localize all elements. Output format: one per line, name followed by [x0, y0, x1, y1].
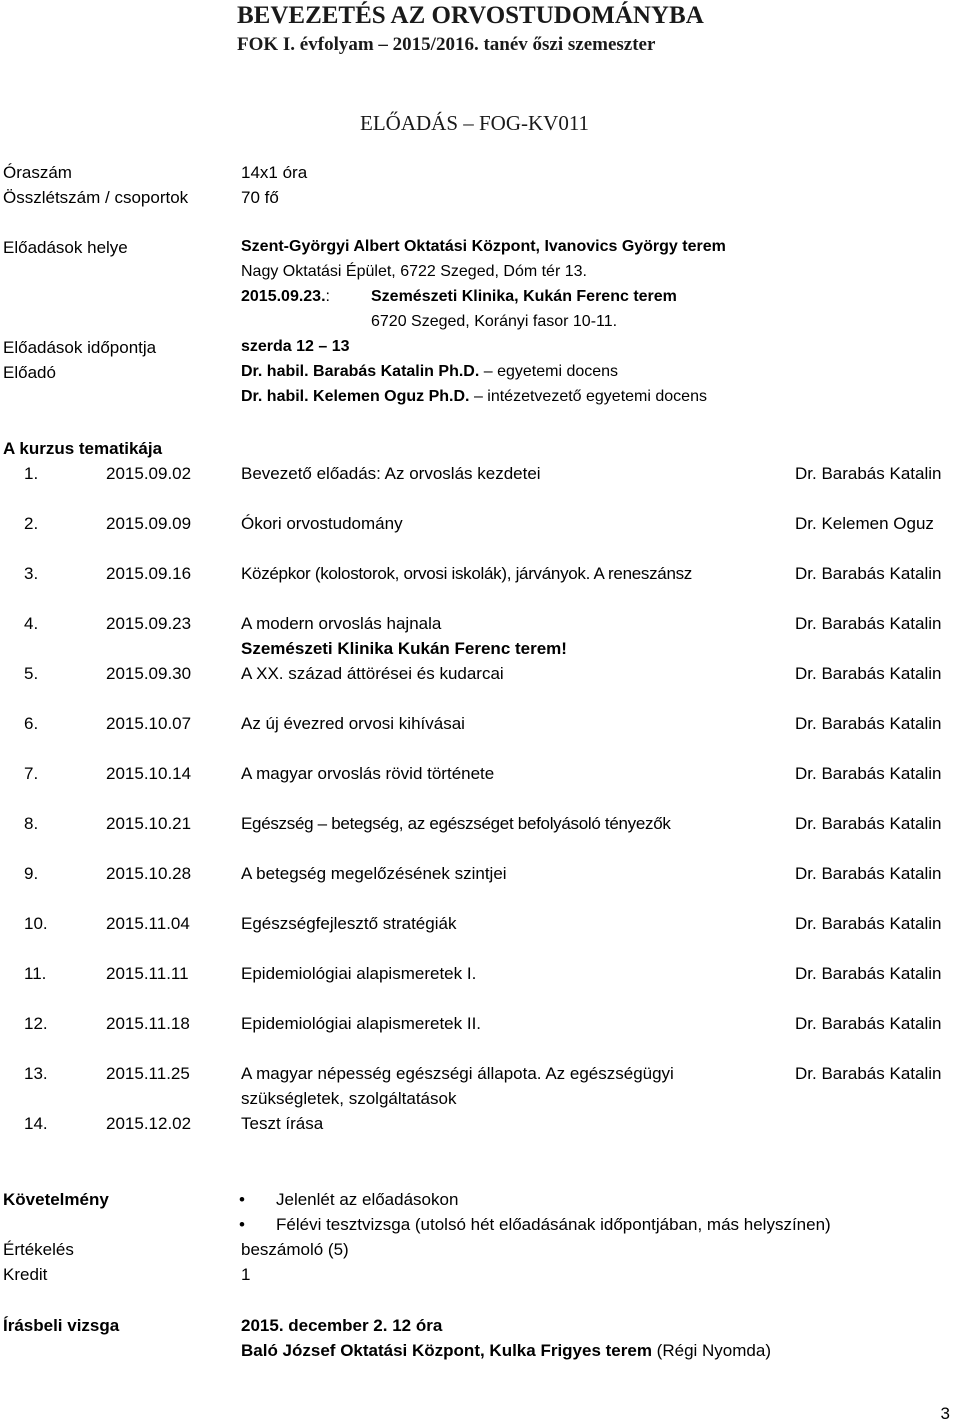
- page-number: 3: [940, 1404, 950, 1423]
- location-alt-colon: :: [325, 288, 330, 305]
- topic-lecturer: Dr. Barabás Katalin: [795, 814, 942, 833]
- topic-date: 2015.09.09: [106, 514, 192, 533]
- exam-place: [241, 1341, 771, 1361]
- topic-date: 2015.11.18: [106, 1014, 190, 1033]
- lecture-code: ELŐADÁS – FOG-KV011: [360, 111, 590, 135]
- topic-date: 2015.09.30: [106, 664, 192, 683]
- requirement-item: Félévi tesztvizsga (utolsó hét előadásának időpontjában, más helyszínen): [276, 1215, 831, 1234]
- lecturer-1-name: Dr. habil. Barabás Katalin Ph.D.: [241, 363, 480, 380]
- grading-value: beszámoló (5): [241, 1240, 349, 1259]
- grading-label: Értékelés: [3, 1240, 74, 1259]
- topic-title: Középkor (kolostorok, orvosi iskolák), járványok. A reneszánsz: [241, 564, 692, 583]
- bullet-icon: •: [239, 1215, 245, 1234]
- time-label: Előadások időpontja: [3, 338, 157, 357]
- topic-lecturer: Dr. Barabás Katalin: [795, 614, 942, 633]
- topic-title: Bevezető előadás: Az orvoslás kezdetei: [241, 464, 541, 483]
- lecturer-2-title: – intézetvezető egyetemi docens: [473, 388, 707, 405]
- topic-date: 2015.10.07: [106, 714, 192, 733]
- headcount-value: 70 fő: [241, 188, 279, 207]
- time-value: szerda 12 – 13: [241, 338, 350, 355]
- location-alt-date: 2015.09.23.: [241, 288, 326, 305]
- credit-label: Kredit: [3, 1265, 48, 1284]
- topic-lecturer: Dr. Barabás Katalin: [795, 764, 942, 783]
- lecturer-1-title: – egyetemi docens: [483, 363, 619, 380]
- topic-title: Egészségfejlesztő stratégiák: [241, 914, 457, 933]
- topic-date: 2015.11.25: [106, 1064, 190, 1083]
- topic-lecturer: Dr. Barabás Katalin: [795, 864, 942, 883]
- lecturer-2: [241, 388, 707, 406]
- topic-date: 2015.09.02: [106, 464, 192, 483]
- topic-number: 6.: [24, 714, 39, 733]
- location-label: Előadások helye: [3, 238, 128, 257]
- headcount-label: Összlétszám / csoportok: [3, 188, 189, 207]
- topic-title: A betegség megelőzésének szintjei: [241, 864, 507, 883]
- topic-title: A magyar népesség egészségi állapota. Az egészségügyi: [241, 1064, 674, 1083]
- exam-place-note: (Régi Nyomda): [651, 1341, 771, 1360]
- exam-place-name: Baló József Oktatási Központ, Kulka Frigyes terem: [241, 1341, 652, 1360]
- topic-number: 5.: [24, 664, 39, 683]
- topic-title: A magyar orvoslás rövid története: [241, 764, 495, 783]
- topic-lecturer: Dr. Barabás Katalin: [795, 1014, 942, 1033]
- topic-number: 7.: [24, 764, 39, 783]
- topic-date: 2015.10.14: [106, 764, 192, 783]
- topic-title: Ókori orvostudomány: [241, 514, 403, 533]
- topic-title: Epidemiológiai alapismeretek II.: [241, 1014, 482, 1033]
- topic-number: 14.: [24, 1114, 48, 1133]
- topic-lecturer: Dr. Barabás Katalin: [795, 964, 942, 983]
- location-alt: Szemészeti Klinika, Kukán Ferenc terem: [371, 288, 677, 305]
- topic-date: 2015.09.23: [106, 614, 192, 633]
- topic-date: 2015.10.21: [106, 814, 192, 833]
- topic-number: 3.: [24, 564, 39, 583]
- lecturer-2-name: Dr. habil. Kelemen Oguz Ph.D.: [241, 388, 470, 405]
- topic-lecturer: Dr. Barabás Katalin: [795, 564, 942, 583]
- topic-title: Az új évezred orvosi kihívásai: [241, 714, 465, 733]
- topic-date: 2015.11.11: [106, 964, 189, 983]
- hours-label: Óraszám: [3, 163, 72, 182]
- topic-title-continued: szükségletek, szolgáltatások: [241, 1089, 457, 1108]
- requirement-item: Jelenlét az előadásokon: [276, 1190, 459, 1209]
- hours-value: 14x1 óra: [241, 163, 308, 182]
- credit-value: 1: [241, 1265, 251, 1284]
- location-date-line: [241, 288, 330, 306]
- topic-number: 1.: [24, 464, 39, 483]
- topic-lecturer: Dr. Barabás Katalin: [795, 1064, 942, 1083]
- requirements-label: Követelmény: [3, 1190, 109, 1209]
- document-subtitle: FOK I. évfolyam – 2015/2016. tanév őszi szemeszter: [237, 34, 656, 55]
- topics-heading: A kurzus tematikája: [3, 439, 163, 458]
- lecturer-label: Előadó: [3, 363, 56, 382]
- location-primary-address: Nagy Oktatási Épület, 6722 Szeged, Dóm tér 13.: [241, 263, 587, 280]
- topic-title: Teszt írása: [241, 1114, 324, 1133]
- topic-title: A modern orvoslás hajnala: [241, 614, 442, 633]
- topic-number: 4.: [24, 614, 39, 633]
- topic-lecturer: Dr. Barabás Katalin: [795, 714, 942, 733]
- topic-number: 12.: [24, 1014, 48, 1033]
- location-alt-address: 6720 Szeged, Korányi fasor 10-11.: [371, 313, 618, 330]
- topic-lecturer: Dr. Kelemen Oguz: [795, 514, 934, 533]
- topic-number: 9.: [24, 864, 39, 883]
- topic-venue-note: Szemészeti Klinika Kukán Ferenc terem!: [241, 639, 567, 658]
- topic-date: 2015.09.16: [106, 564, 192, 583]
- bullet-icon: •: [239, 1190, 245, 1209]
- topic-number: 11.: [24, 964, 47, 983]
- topic-date: 2015.11.04: [106, 914, 190, 933]
- topic-date: 2015.10.28: [106, 864, 192, 883]
- topic-title: Egészség – betegség, az egészséget befolyásoló tényezők: [241, 814, 671, 833]
- exam-label: Írásbeli vizsga: [3, 1316, 120, 1335]
- topic-title: Epidemiológiai alapismeretek I.: [241, 964, 477, 983]
- topic-lecturer: Dr. Barabás Katalin: [795, 464, 942, 483]
- lecturer-1: [241, 363, 618, 381]
- topic-number: 10.: [24, 914, 48, 933]
- topic-title: A XX. század áttörései és kudarcai: [241, 664, 504, 683]
- topic-number: 13.: [24, 1064, 48, 1083]
- topic-number: 8.: [24, 814, 39, 833]
- topic-lecturer: Dr. Barabás Katalin: [795, 664, 942, 683]
- topic-date: 2015.12.02: [106, 1114, 192, 1133]
- topic-number: 2.: [24, 514, 39, 533]
- location-primary: Szent-Györgyi Albert Oktatási Központ, Ivanovics György terem: [241, 238, 726, 255]
- topic-lecturer: Dr. Barabás Katalin: [795, 914, 942, 933]
- document-title: BEVEZETÉS AZ ORVOSTUDOMÁNYBA: [237, 2, 704, 29]
- exam-date: 2015. december 2. 12 óra: [241, 1316, 443, 1335]
